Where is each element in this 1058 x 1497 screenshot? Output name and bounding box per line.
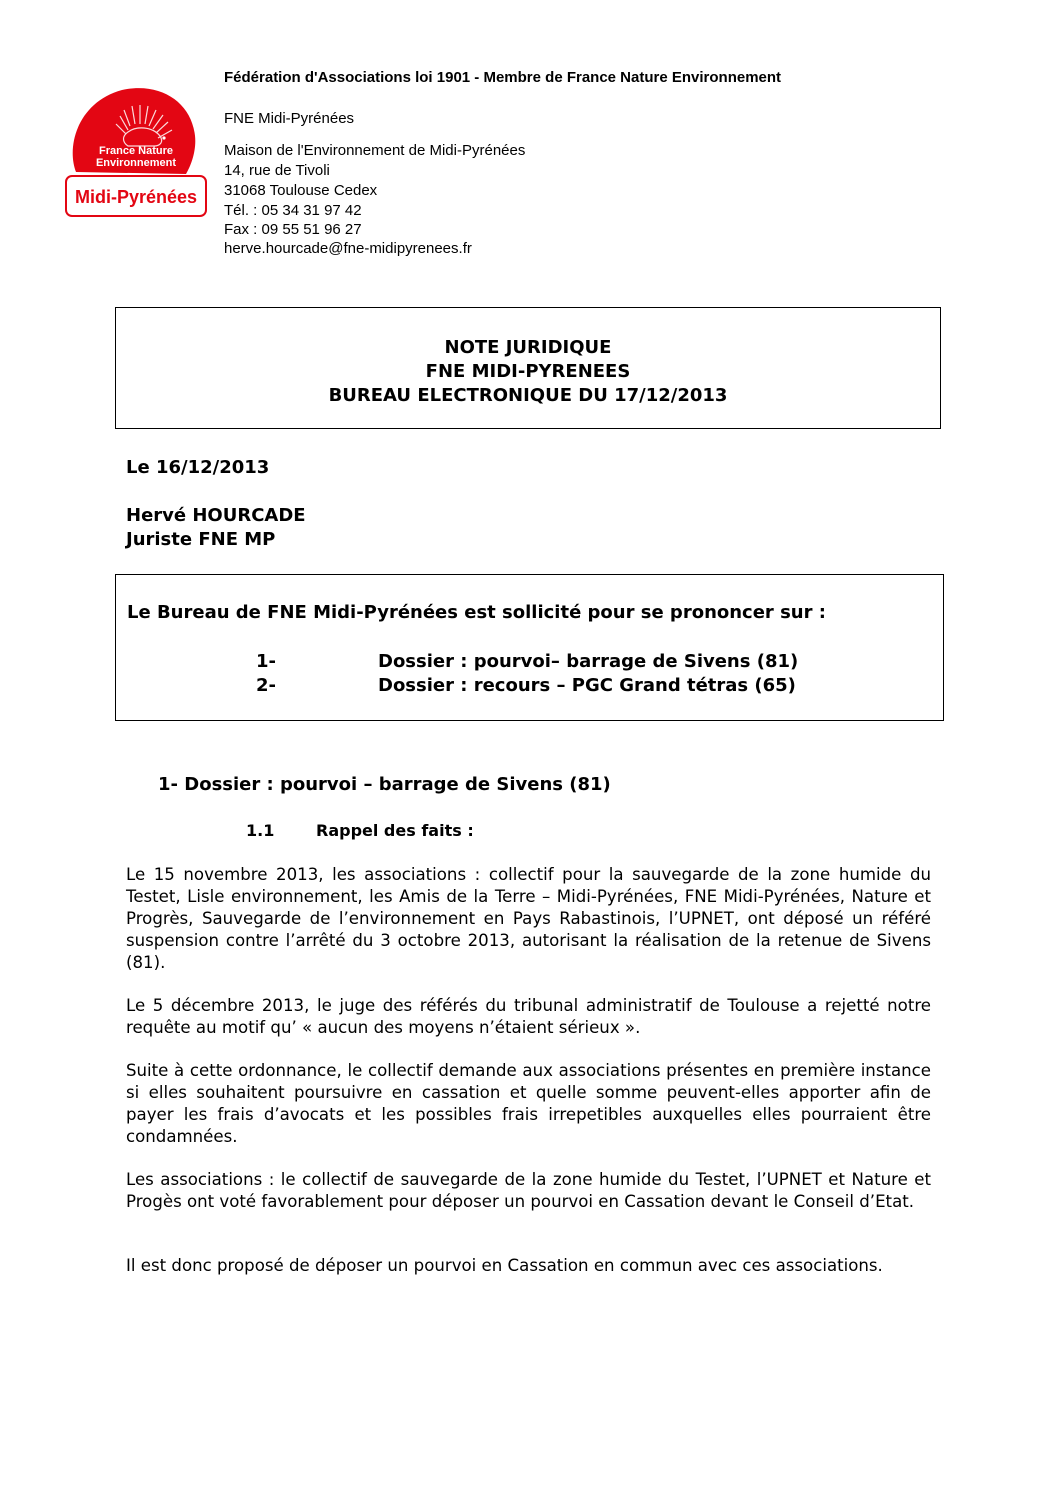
request-item-number: 2- — [256, 675, 276, 696]
fne-midi-pyrenees-logo — [64, 86, 208, 218]
address-line: Maison de l'Environnement de Midi-Pyrénées — [224, 142, 526, 159]
address-line: 31068 Toulouse Cedex — [224, 182, 378, 199]
author-name: Hervé HOURCADE — [126, 505, 306, 526]
request-item-number: 1- — [256, 651, 276, 672]
logo-region: Midi-Pyrénées — [74, 187, 198, 207]
logo-text-line2: Environnement — [95, 157, 177, 169]
title-box — [115, 307, 941, 429]
request-item-text: Dossier : recours – PGC Grand tétras (65) — [378, 675, 796, 696]
author-role: Juriste FNE MP — [126, 529, 276, 550]
request-item-text: Dossier : pourvoi– barrage de Sivens (81) — [378, 651, 799, 672]
paragraph: Le 5 décembre 2013, le juge des référés du tribunal administratif de Toulouse a rejetté notre requête au motif qu’ « aucun des moyens n’étaient sérieux ». — [126, 996, 931, 1037]
paragraph: Les associations : le collectif de sauvegarde de la zone humide du Testet, l’UPNET et Nature et Progès ont voté favorablement pour déposer un pourvoi en Cassation devant le Conseil d’Etat. — [126, 1170, 931, 1211]
federation-line: Fédération d'Associations loi 1901 - Membre de France Nature Environnement — [224, 69, 782, 86]
doc-subtitle-bureau: BUREAU ELECTRONIQUE DU 17/12/2013 — [328, 385, 728, 406]
org-name: FNE Midi-Pyrénées — [224, 110, 355, 127]
doc-title: NOTE JURIDIQUE — [444, 337, 612, 358]
email-link[interactable]: herve.hourcade@fne-midipyrenees.fr — [224, 240, 472, 257]
fax-line: Fax : 09 55 51 96 27 — [224, 221, 362, 238]
paragraph: Le 15 novembre 2013, les associations : collectif pour la sauvegarde de la zone humide du Testet, Lisle environnement, les Amis de la Terre – Midi-Pyrénées, FNE Midi-Pyrénées, Nature et Progrès, Sauvegarde de l’environnement en Pays Rabastinois, l’UPNET, ont déposé un référé suspension contre l’arrêté du 3 octobre 2013, autorisant la réalisation de la retenue de Sivens (81). — [126, 865, 931, 972]
doc-subtitle-org: FNE MIDI-PYRENEES — [425, 361, 631, 382]
paragraph: Il est donc proposé de déposer un pourvoi en Cassation en commun avec ces associations. — [126, 1256, 883, 1275]
address-line: 14, rue de Tivoli — [224, 162, 330, 179]
section-heading: 1- Dossier : pourvoi – barrage de Sivens (81) — [158, 774, 611, 795]
request-box — [115, 574, 944, 721]
paragraph: Suite à cette ordonnance, le collectif demande aux associations présentes en première instance si elles souhaitent poursuivre en cassation et quelle somme peuvent-elles apporter afin de payer les frais d’avocats et les possibles frais irrepetibles auxquelles elles pourraient être condamnées. — [126, 1061, 931, 1146]
request-intro: Le Bureau de FNE Midi-Pyrénées est sollicité pour se prononcer sur : — [127, 602, 826, 623]
subsection-title: Rappel des faits : — [316, 821, 474, 840]
logo-text-line1: France Nature — [99, 145, 173, 157]
document-date: Le 16/12/2013 — [126, 457, 270, 478]
phone-line: Tél. : 05 34 31 97 42 — [224, 202, 362, 219]
subsection-number: 1.1 — [246, 821, 275, 840]
